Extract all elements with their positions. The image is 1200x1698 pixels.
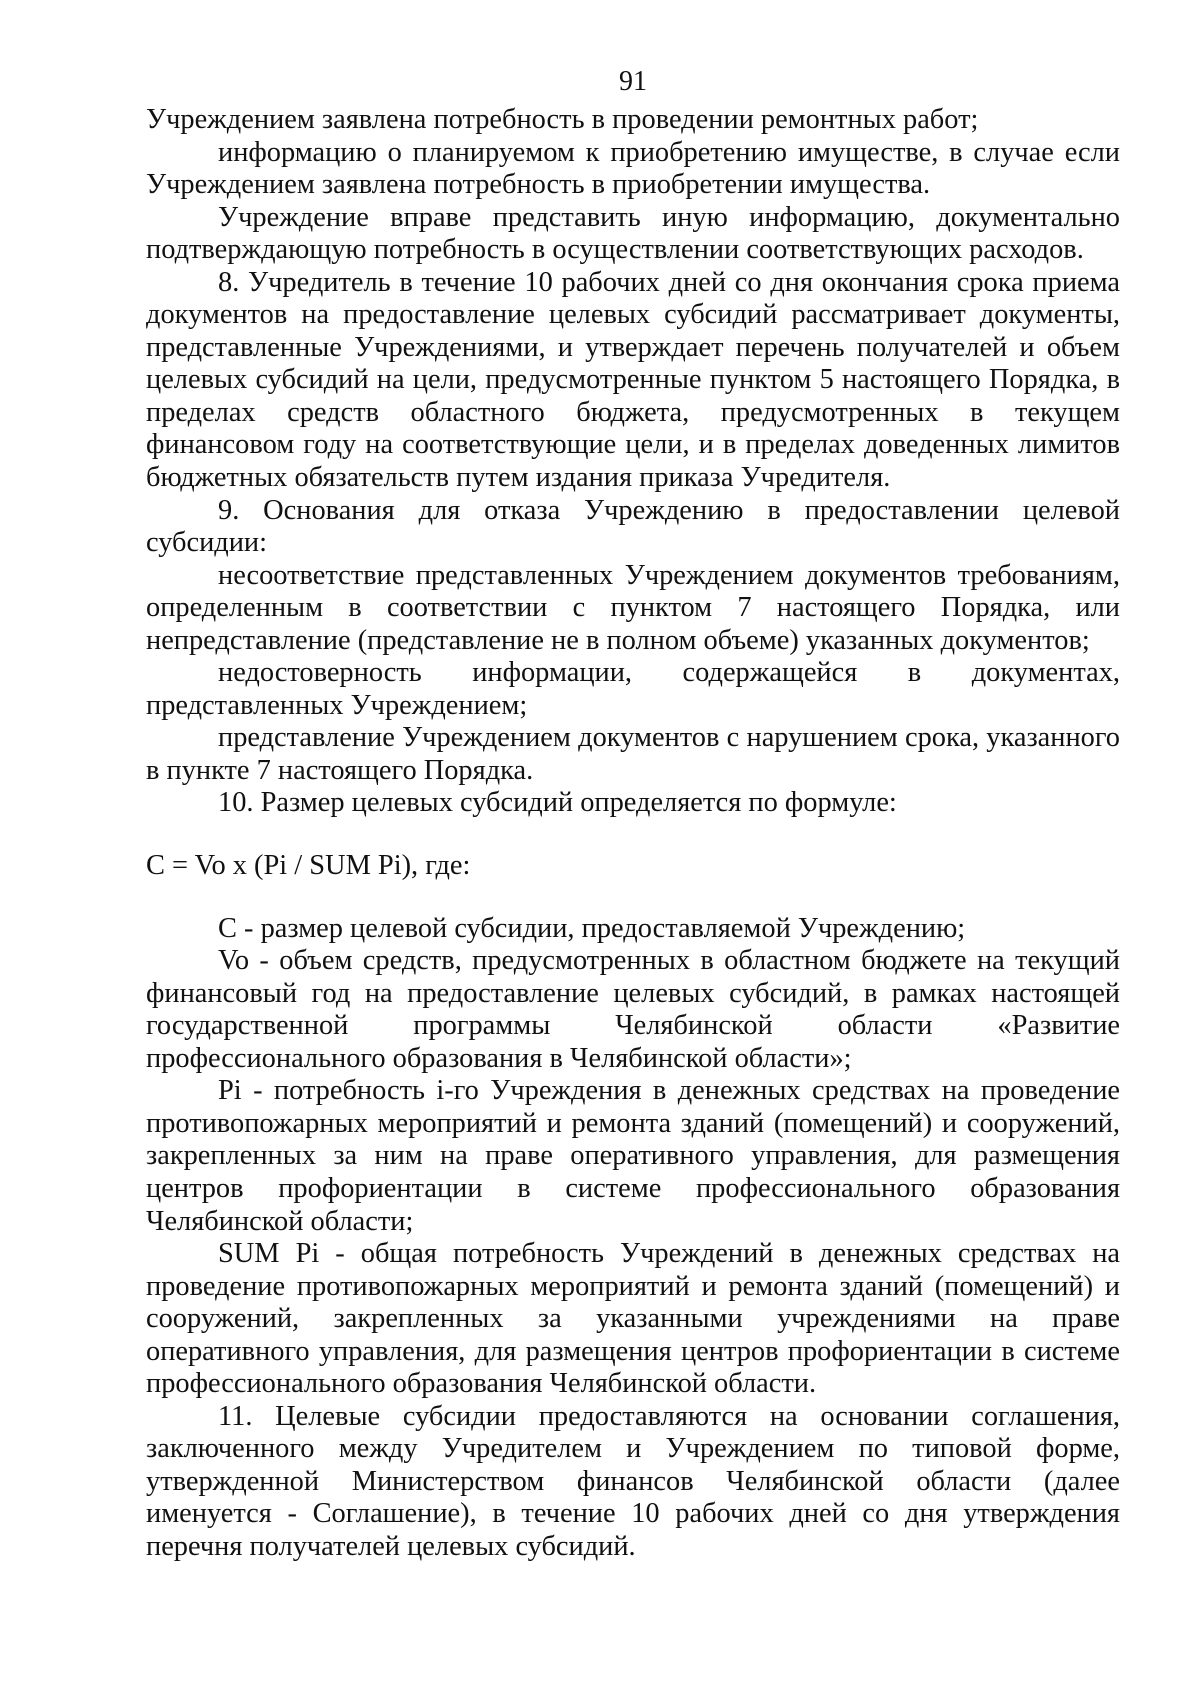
definition-vo: Vo - объем средств, предусмотренных в областном бюджете на текущий финансовый год на предоставление целевых субсидий, в рамках настоящей государственной программы Челябинской области «Развитие профессионального образования в Челябинской области»; bbox=[146, 945, 1120, 1074]
subsidy-formula: C = Vo x (Pi / SUM Pi), где: bbox=[146, 850, 471, 882]
page-number: 91 bbox=[619, 66, 647, 97]
document-page bbox=[146, 60, 1120, 1564]
paragraph-property-info: информацию о планируемом к приобретению имуществе, в случае если Учреждением заявлена потребность в приобретении имущества. bbox=[146, 136, 1120, 201]
paragraph-refusal-ground-2: недостоверность информации, содержащейся в документах, представленных Учреждением; bbox=[146, 657, 1120, 721]
paragraph-clause-8: 8. Учредитель в течение 10 рабочих дней со дня окончания срока приема документов на предоставление целевых субсидий рассматривает документы, представленные Учреждениями, и утверждает перечень получателей и объем целевых субсидий на цели, предусмотренные пунктом 5 настоящего Порядка, в пределах средств областного бюджета, предусмотренных в текущем финансовом году на соответствующие цели, и в пределах доведенных лимитов бюджетных обязательств путем издания приказа Учредителя. bbox=[146, 266, 1120, 494]
paragraph-clause-11: 11. Целевые субсидии предоставляются на основании соглашения, заключенного между Учредителем и Учреждением по типовой форме, утвержденной Министерством финансов Челябинской области (далее именуется - Соглашение), в течение 10 рабочих дней со дня утверждения перечня получателей целевых субсидий. bbox=[146, 1400, 1120, 1562]
definition-sum-pi: SUM Pi - общая потребность Учреждений в денежных средствах на проведение противопожарных мероприятий и ремонта зданий (помещений) и сооружений, закрепленных за указанными учреждениями на праве оперативного управления, для размещения центров профориентации в системе профессионального образования Челябинской области. bbox=[146, 1238, 1120, 1400]
paragraph-clause-9: 9. Основания для отказа Учреждению в предоставлении целевой субсидии: bbox=[146, 494, 1120, 559]
definition-c: C - размер целевой субсидии, предоставляемой Учреждению; bbox=[218, 912, 966, 944]
paragraph-refusal-ground-1: несоответствие представленных Учреждением документов требованиям, определенным в соответствии с пунктом 7 настоящего Порядка, или непредставление (представление не в полном объеме) указанных документов; bbox=[146, 559, 1120, 656]
definition-pi: Pi - потребность i-го Учреждения в денежных средствах на проведение противопожарных мероприятий и ремонта зданий (помещений) и сооружений, закрепленных за ним на праве оперативного управления, для размещения центров профориентации в системе профессионального образования Челябинской области; bbox=[146, 1075, 1120, 1237]
paragraph-refusal-ground-3: представление Учреждением документов с нарушением срока, указанного в пункте 7 настоящего Порядка. bbox=[146, 722, 1120, 786]
paragraph-clause-10: 10. Размер целевых субсидий определяется по формуле: bbox=[218, 787, 897, 819]
paragraph-other-info: Учреждение вправе представить иную информацию, документально подтверждающую потребность в осуществлении соответствующих расходов. bbox=[146, 201, 1120, 266]
paragraph-repair-need: Учреждением заявлена потребность в проведении ремонтных работ; bbox=[146, 104, 979, 135]
